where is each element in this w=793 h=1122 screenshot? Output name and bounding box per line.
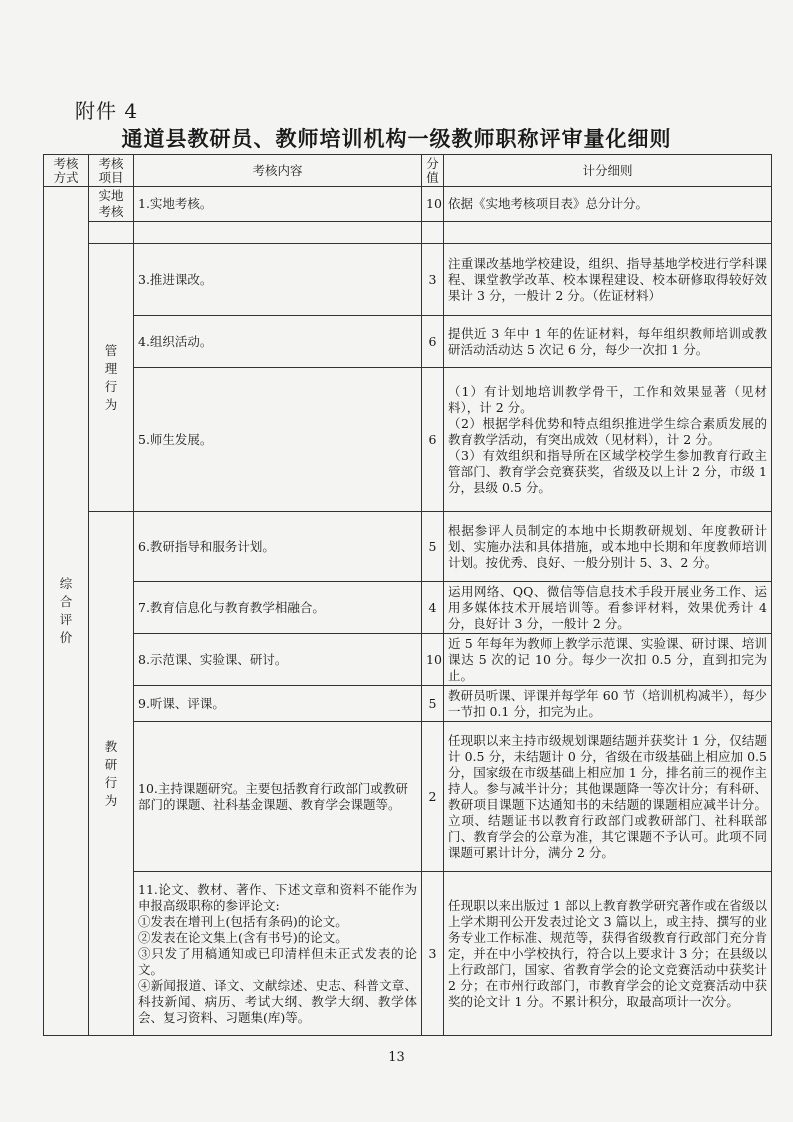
method-cell xyxy=(44,187,89,1036)
table-row xyxy=(44,512,772,582)
row-score: 5 xyxy=(422,512,444,582)
table-row xyxy=(44,368,772,512)
table-row xyxy=(44,316,772,368)
table-row xyxy=(44,582,772,634)
group-research: 教研行为 xyxy=(89,512,134,1036)
row-score: 5 xyxy=(422,686,444,722)
row-score: 10 xyxy=(422,187,444,222)
table-row xyxy=(44,686,772,722)
content-line: 11.论文、教材、著作、下述文章和资料不能作为申报高级职称的参评论文: xyxy=(138,881,417,913)
detail-line: （2）根据学科优势和特点组织推进学生综合素质发展的教育教学活动，有突出成效（见材料），计 2 分。 xyxy=(448,415,767,447)
row-detail: 任现职以来出版过 1 部以上教育教学研究著作或在省级以上学术期刊公开发表过论文 3 篇以上，或主持、撰写的业务专业工作标准、规范等，获得省级教育行政部门充分肯定，并在中小学校执行，符合以上要求计 3 分；在县级以上行政部门，国家、省教育学会的论文竞赛活动中获奖计 2 分；在市州行政部门，市教育学会的论文竞赛活动中获奖的论文计 1 分。不累计积分，取最高项计一次分。 xyxy=(444,872,772,1036)
row-detail: 依据《实地考核项目表》总分计分。 xyxy=(444,187,772,222)
row-detail: 注重课改基地学校建设，组织、指导基地学校进行学科课程、课堂教学改革、校本课程建设、校本研修取得较好效果计 3 分，一般计 2 分。（佐证材料） xyxy=(444,244,772,316)
header-content: 考核内容 xyxy=(134,155,422,187)
row-content: 10.主持课题研究。主要包括教育行政部门或教研部门的课题、社科基金课题、教育学会课题等。 xyxy=(134,722,422,872)
row-detail: 教研员听课、评课并每学年 60 节（培训机构减半），每少一节扣 0.1 分，扣完为止。 xyxy=(444,686,772,722)
row-content: 7.教育信息化与教育教学相融合。 xyxy=(134,582,422,634)
table-row xyxy=(44,634,772,686)
header-row xyxy=(44,155,772,187)
row-content xyxy=(134,222,422,244)
row-detail: 提供近 3 年中 1 年的佐证材料，每年组织教师培训或教研活动活动达 5 次记 6 分，每少一次扣 1 分。 xyxy=(444,316,772,368)
detail-line: （1）有计划地培训教学骨干，工作和效果显著（见材料），计 2 分。 xyxy=(448,383,767,415)
row-content: 9.听课、评课。 xyxy=(134,686,422,722)
content-line: ④新闻报道、译文、文献综述、史志、科普文章、科技新闻、病历、考试大纲、教学大纲、教学体会、复习资料、习题集(库)等。 xyxy=(138,977,417,1025)
row-content: 8.示范课、实验课、研讨。 xyxy=(134,634,422,686)
row-score: 3 xyxy=(422,872,444,1036)
header-detail: 计分细则 xyxy=(444,155,772,187)
row-score: 6 xyxy=(422,368,444,512)
row-detail: 任现职以来主持市级规划课题结题并获奖计 1 分，仅结题计 0.5 分，未结题计 0 分，省级在市级基础上相应加 0.5 分，国家级在市级基础上相应加 1 分，排名前三的视作主持人。参与减半计分；其他课题降一等次计分；有科研、教研项目课题下达通知书的未结题的课题相应减半计分。立项、结题证书以教育行政部门或教研部门、社科联部门、教育学会的公章为准，其它课题不予认可。此项不同课题可累计计分，满分 2 分。 xyxy=(444,722,772,872)
row-score: 2 xyxy=(422,722,444,872)
row-content: 3.推进课改。 xyxy=(134,244,422,316)
header-score: 分值 xyxy=(422,155,444,187)
row-content: 1.实地考核。 xyxy=(134,187,422,222)
table-row xyxy=(44,222,772,244)
row-score: 3 xyxy=(422,244,444,316)
row-content xyxy=(134,872,422,1036)
row-content: 4.组织活动。 xyxy=(134,316,422,368)
method-label: 综合评价 xyxy=(59,576,73,645)
row-detail: 近 5 年每年为教师上教学示范课、实验课、研讨课、培训课达 5 次的记 10 分。每少一次扣 0.5 分，直到扣完为止。 xyxy=(444,634,772,686)
content-line: ①发表在增刊上(包括有条码)的论文。 xyxy=(138,913,348,929)
evaluation-table xyxy=(43,154,772,1036)
group-management: 管理行为 xyxy=(89,244,134,512)
group-onsite: 实地考核 xyxy=(89,187,134,222)
empty-item-cell xyxy=(89,222,134,244)
table-row xyxy=(44,872,772,1036)
header-item: 考核项目 xyxy=(89,155,134,187)
document-title: 通道县教研员、教师培训机构一级教师职称评审量化细则 xyxy=(121,126,672,151)
header-method: 考核方式 xyxy=(44,155,89,187)
row-score: 10 xyxy=(422,634,444,686)
content-line: ③只发了用稿通知或已印清样但未正式发表的论文。 xyxy=(138,945,417,977)
annex-label: 附件 4 xyxy=(75,99,139,123)
row-detail: 运用网络、QQ、微信等信息技术手段开展业务工作、运用多媒体技术开展培训等。看参评材料，效果优秀计 4 分，良好计 3 分，一般计 2 分。 xyxy=(444,582,772,634)
table-row xyxy=(44,244,772,316)
row-score xyxy=(422,222,444,244)
row-detail xyxy=(444,368,772,512)
row-score: 4 xyxy=(422,582,444,634)
row-score: 6 xyxy=(422,316,444,368)
page-number: 13 xyxy=(388,1050,405,1065)
row-content: 6.教研指导和服务计划。 xyxy=(134,512,422,582)
table-row xyxy=(44,187,772,222)
row-detail: 根据参评人员制定的本地中长期教研规划、年度教研计划、实施办法和具体措施，或本地中长期和年度教师培训计划。按优秀、良好、一般分别计 5、3、2 分。 xyxy=(444,512,772,582)
content-line: ②发表在论文集上(含有书号)的论文。 xyxy=(138,929,348,945)
table-row xyxy=(44,722,772,872)
row-detail xyxy=(444,222,772,244)
row-content: 5.师生发展。 xyxy=(134,368,422,512)
detail-line: （3）有效组织和指导所在区域学校学生参加教育行政主管部门、教育学会竞赛获奖，省级及以上计 2 分，市级 1 分，县级 0.5 分。 xyxy=(448,447,767,495)
